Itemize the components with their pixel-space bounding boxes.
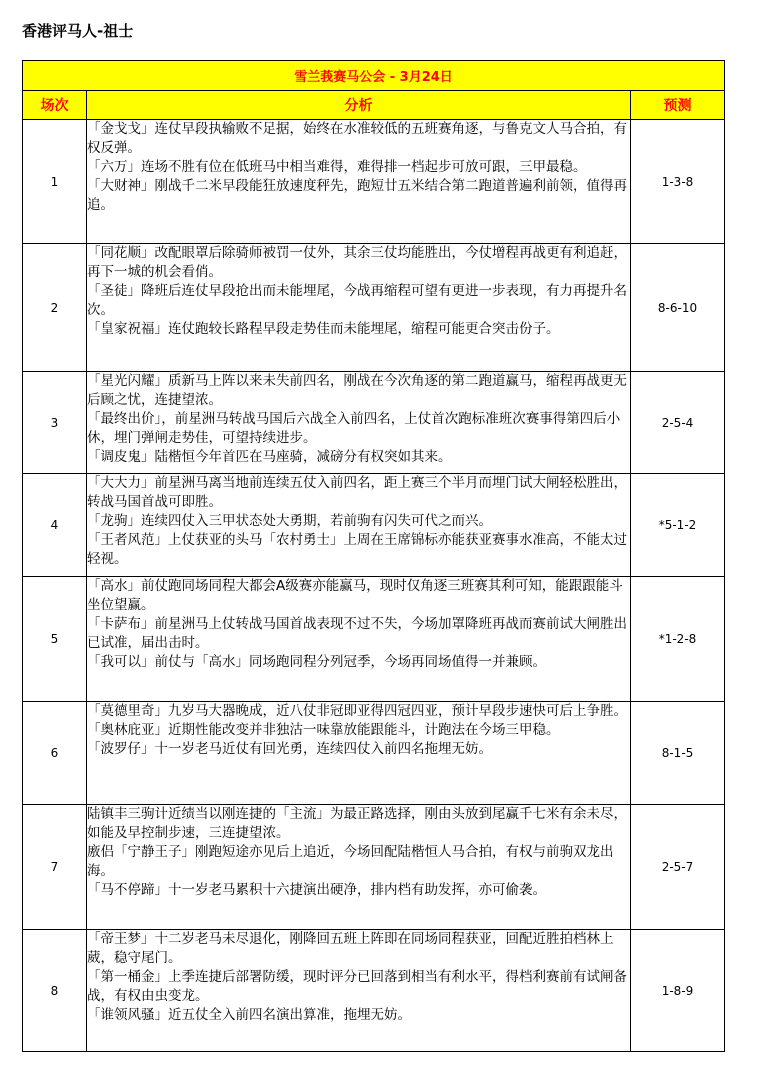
race-prediction: *1-2-8 [631,577,725,702]
analysis-line: 「帝王梦」十二岁老马未尽退化，刚降回五班上阵即在同场同程获亚，回配近胜拍档林上葳，稳守尾门。 [87,931,614,966]
race-number: 3 [23,372,87,474]
race-number: 1 [23,120,87,244]
analysis-line: 「波罗仔」十一岁老马近仗有回光勇，连续四仗入前四名拖埋无妨。 [87,741,492,757]
analysis-line: 「同花顺」改配眼罩后除骑师被罚一仗外，其余三仗均能胜出，今仗增程再战更有利追赶，再下一城的机会看俏。 [87,245,627,280]
race-analysis [87,577,631,702]
race-number: 7 [23,805,87,930]
race-prediction: 2-5-7 [631,805,725,930]
race-analysis [87,244,631,372]
analysis-line: 陆镇丰三驹计近绩当以刚连捷的「主流」为最正路选择，刚由头放到尾赢千七米有余未尽，如能及早控制步速，三连捷望浓。 [87,806,627,841]
page-title: 香港评马人-祖士 [22,22,134,40]
analysis-line: 「最终出价」，前星洲马转战马国后六战全入前四名，上仗首次跑标准班次赛事得第四后小休，埋门弹闸走势佳，可望持续进步。 [87,411,621,446]
analysis-line: 「王者风范」上仗获亚的头马「农村勇士」上周在王席锦标亦能获亚赛事水准高，不能太过轻视。 [87,532,627,567]
race-prediction: 1-3-8 [631,120,725,244]
analysis-line: 廒侣「宁静王子」刚跑短途亦见后上追近，今场回配陆楷恒人马合拍，有权与前驹双龙出海。 [87,844,614,879]
analysis-line: 「莫德里奇」九岁马大器晚成，近八仗非冠即亚得四冠四亚，预计早段步速快可后上争胜。 [87,703,627,719]
race-analysis [87,120,631,244]
analysis-line: 「高水」前仗跑同场同程大都会A级赛亦能赢马，现时仅角逐三班赛其利可知，能跟跟能斗坐位望赢。 [87,578,623,613]
race-prediction: 8-1-5 [631,702,725,805]
race-analysis [87,702,631,805]
table-row [23,244,725,372]
table-row [23,120,725,244]
race-prediction: *5-1-2 [631,474,725,577]
table-row [23,372,725,474]
race-analysis [87,372,631,474]
analysis-line: 「星光闪耀」质新马上阵以来未失前四名，刚战在今次角逐的第二跑道赢马，缩程再战更无后顾之忧，连捷望浓。 [87,373,627,408]
table-row [23,930,725,1052]
analysis-line: 「大大力」前星洲马离当地前连续五仗入前四名，距上赛三个半月而埋门试大闸轻松胜出，转战马国首战可即胜。 [87,475,627,510]
race-number: 6 [23,702,87,805]
analysis-line: 「金戈戈」连仗早段执输败不足据，始终在水准较低的五班赛角逐，与鲁克文人马合拍，有权反弹。 [87,121,627,156]
analysis-line: 「大财神」刚战千二米早段能狂放速度秤先，跑短廿五米结合第二跑道普遍利前领，值得再追。 [87,178,627,213]
analysis-line: 「皇家祝福」连仗跑较长路程早段走势佳而未能埋尾，缩程可能更合突击份子。 [87,321,560,337]
analysis-line: 「卡萨布」前星洲马上仗转战马国首战表现不过不失，今场加罩降班再战而赛前试大闸胜出已试准，届出击时。 [87,616,627,651]
analysis-line: 「奥林庇亚」近期性能改变并非独沽一味靠放能跟能斗，计跑法在今场三甲稳。 [87,722,560,738]
race-table [22,60,725,1052]
race-number: 4 [23,474,87,577]
table-row [23,577,725,702]
header-prediction: 预测 [631,91,725,120]
race-analysis [87,474,631,577]
table-title: 雪兰莪赛马公会 - 3月24日 [23,61,725,91]
race-prediction: 2-5-4 [631,372,725,474]
table-header-row [23,91,725,120]
analysis-line: 「马不停蹄」十一岁老马累积十六捷演出硬净，排内档有助发挥，亦可偷袭。 [87,882,546,898]
race-prediction: 1-8-9 [631,930,725,1052]
analysis-line: 「六万」连场不胜有位在低班马中相当难得，难得排一档起步可放可跟，三甲最稳。 [87,159,587,175]
table-row [23,805,725,930]
table-title-row [23,61,725,91]
race-number: 5 [23,577,87,702]
analysis-line: 「龙驹」连续四仗入三甲状态处大勇期，若前驹有闪失可代之而兴。 [87,513,492,529]
table-row [23,702,725,805]
table-row [23,474,725,577]
analysis-line: 「调皮鬼」陆楷恒今年首匹在马座骑，减磅分有权突如其来。 [87,449,452,465]
header-analysis: 分析 [87,91,631,120]
race-number: 8 [23,930,87,1052]
race-number: 2 [23,244,87,372]
race-prediction: 8-6-10 [631,244,725,372]
analysis-line: 「圣徒」降班后连仗早段抢出而未能埋尾，今战再缩程可望有更进一步表现，有力再提升名次。 [87,283,627,318]
race-rows [23,120,725,1052]
header-race: 场次 [23,91,87,120]
analysis-line: 「谁领风骚」近五仗全入前四名演出算准，拖埋无妨。 [87,1007,411,1023]
race-analysis [87,805,631,930]
race-analysis [87,930,631,1052]
analysis-line: 「第一桶金」上季连捷后部署防缓，现时评分已回落到相当有利水平，得档利赛前有试闸备战，有权由虫变龙。 [87,969,627,1004]
analysis-line: 「我可以」前仗与「高水」同场跑同程分列冠季，今场再同场值得一并兼顾。 [87,654,546,670]
